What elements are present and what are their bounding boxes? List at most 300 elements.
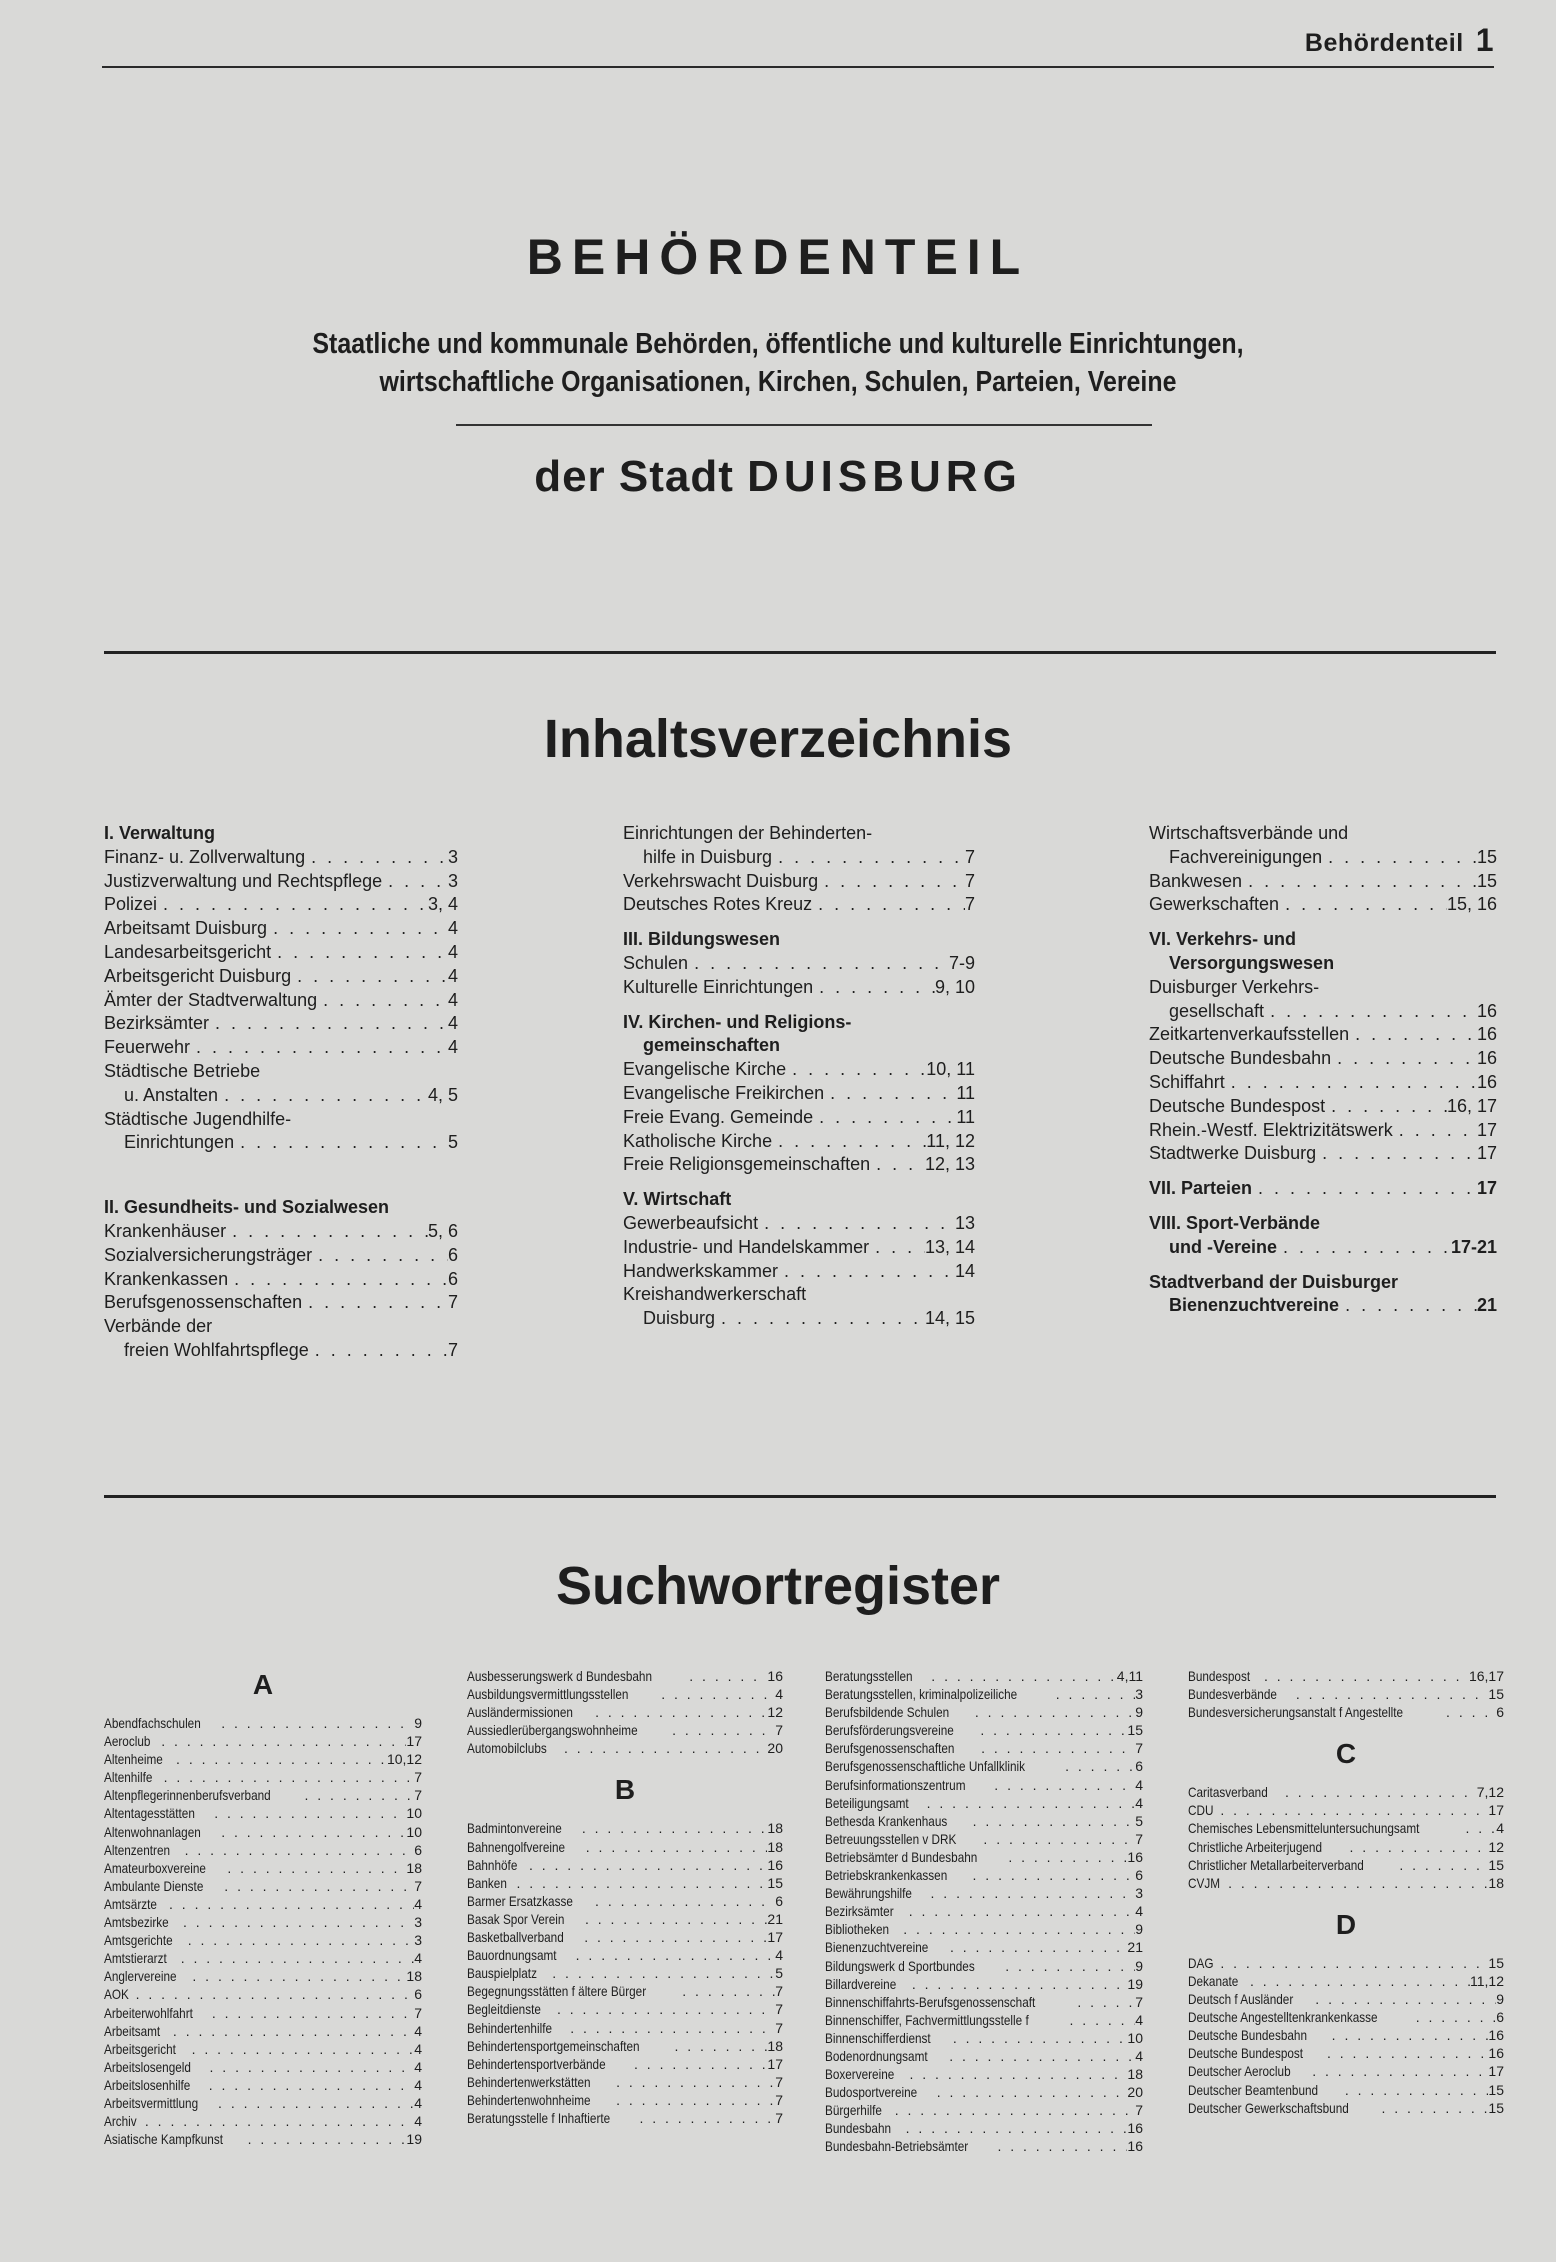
entry-page: 11: [956, 1082, 975, 1103]
toc-entry: [104, 941, 458, 965]
entry-label: Billardvereine: [825, 1975, 897, 1992]
entry-page: 18: [767, 1820, 783, 1837]
register-letter: C: [1335, 1738, 1357, 1770]
entry-label: Deutsche Bundespost: [1188, 2045, 1304, 2062]
entry-page: 7: [775, 2091, 783, 2108]
entry-page: 15: [1488, 1856, 1504, 1873]
city-name: DUISBURG: [747, 452, 1022, 501]
entry-page: 11, 12: [926, 1130, 975, 1151]
register-entry: [467, 1685, 783, 1703]
dot-leader: [171, 1841, 415, 1859]
entry-label: Berufsgenossenschaften: [825, 1740, 955, 1757]
entry-page: 19: [1127, 1975, 1143, 1992]
register-entry: [825, 2047, 1143, 2065]
entry-page: 17-21: [1450, 1236, 1497, 1257]
register-entry: [104, 2076, 422, 2094]
toc-title: Inhaltsverzeichnis: [543, 709, 1013, 769]
dot-leader: [813, 976, 935, 1000]
entry-page: 5: [447, 1132, 458, 1153]
entry-page: 3: [447, 846, 458, 867]
entry-label: Binnenschifferdienst: [825, 2029, 931, 2046]
dot-leader: [226, 1220, 428, 1244]
dot-leader: [169, 1913, 414, 1931]
entry-label: Ausbildungsvermittlungsstellen: [467, 1686, 629, 1703]
dot-leader: [786, 1058, 926, 1082]
toc-entry: [623, 846, 975, 870]
dot-leader: [758, 1212, 955, 1236]
register-entry: [1188, 1801, 1504, 1819]
entry-page: 7: [1135, 1993, 1143, 2010]
toc-entry: [1149, 1095, 1497, 1119]
entry-line: Städtische Jugendhilfe-: [104, 1108, 292, 1129]
entry-page: 7: [775, 2001, 783, 2018]
dot-leader: [174, 1931, 415, 1949]
entry-label: Deutsch f Ausländer: [1188, 1991, 1294, 2008]
register-entry: [104, 1877, 422, 1895]
entry-page: 6: [1135, 1867, 1143, 1884]
dot-leader: [813, 1106, 956, 1130]
register-entry: [1188, 1838, 1504, 1856]
entry-page: 4: [414, 2058, 422, 2075]
dot-leader: [1056, 2011, 1136, 2029]
dot-leader: [994, 1848, 1127, 1866]
entry-label: Stadtwerke Duisburg: [1149, 1143, 1317, 1164]
dot-leader: [502, 1874, 767, 1892]
dot-leader: [660, 2037, 767, 2055]
register-entry: [825, 2083, 1143, 2101]
register-entry: [104, 1931, 422, 1949]
entry-label: Duisburg: [643, 1308, 716, 1329]
entry-page: 10, 11: [926, 1059, 975, 1080]
entry-page: 7: [447, 1339, 458, 1360]
dot-leader: [991, 1957, 1135, 1975]
entry-label: Barmer Ersatzkasse: [467, 1892, 573, 1909]
entry-page: 4: [1135, 2047, 1143, 2064]
entry-page: 21: [767, 1910, 783, 1927]
toc-entry: [104, 1339, 458, 1363]
toc-entry: [623, 1082, 975, 1106]
dot-leader: [305, 846, 448, 870]
entry-page: 4: [414, 2113, 422, 2130]
entry-page: 18: [767, 1838, 783, 1855]
entry-page: 15: [767, 1874, 783, 1891]
entry-page: 17: [406, 1733, 422, 1750]
entry-page: 15, 16: [1446, 894, 1497, 915]
entry-page: 5: [775, 1965, 783, 1982]
entry-page: 7: [414, 2004, 422, 2021]
entry-page: 4: [1135, 1903, 1143, 1920]
dot-leader: [538, 1964, 775, 1982]
entry-page: 16: [767, 1668, 783, 1684]
entry-label: Arbeitsamt: [104, 2022, 161, 2039]
register-entry: [825, 1776, 1143, 1794]
register-entry: [467, 1739, 783, 1757]
register-entry: [467, 1703, 783, 1721]
dot-leader: [1264, 1000, 1477, 1024]
entry-page: 9: [1496, 1991, 1504, 2008]
register-entry: [467, 2091, 783, 2109]
entry-label: Bürgerhilfe: [825, 2102, 882, 2119]
dot-leader: [675, 1667, 767, 1685]
entry-label: hilfe in Duisburg: [643, 846, 773, 867]
page-subtitle: [109, 325, 1447, 401]
register-entry: [825, 1920, 1143, 1938]
entry-page: 3: [1135, 1686, 1143, 1703]
dot-leader: [515, 1856, 767, 1874]
entry-label: Arbeiterwohlfahrt: [104, 2004, 193, 2021]
entry-label: Behindertenwerkstätten: [467, 2073, 591, 2090]
entry-label: Beratungsstelle f Inhaftierte: [467, 2109, 611, 2126]
dot-leader: [969, 1830, 1135, 1848]
entry-label: Beratungsstellen: [825, 1668, 913, 1684]
toc-entry: [1149, 893, 1497, 917]
entry-page: 3, 4: [427, 894, 458, 915]
entry-label: Verkehrswacht Duisburg: [623, 870, 819, 891]
entry-page: 4: [447, 1037, 458, 1058]
dot-leader: [620, 2055, 767, 2073]
entry-label: Ambulante Dienste: [104, 1877, 204, 1894]
register-entry: [104, 1895, 422, 1913]
dot-leader: [668, 1982, 775, 2000]
dot-leader: [550, 1739, 767, 1757]
dot-leader: [1331, 1047, 1477, 1071]
entry-label: Schiffahrt: [1149, 1071, 1225, 1092]
section-heading: Stadtverband der Duisburger: [1149, 1271, 1399, 1292]
dot-leader: [959, 1866, 1136, 1884]
toc-entry: [623, 1236, 975, 1260]
entry-page: 21: [1127, 1939, 1143, 1956]
register-entry: [1188, 1972, 1504, 1990]
entry-label: AOK: [104, 1986, 129, 2003]
toc-entry: [623, 1307, 975, 1331]
dot-leader: [778, 1260, 955, 1284]
toc-entry: [623, 1212, 975, 1236]
dot-leader: [889, 1920, 1135, 1938]
entry-page: 16: [1476, 1024, 1497, 1045]
entry-label: Bezirksämter: [104, 1013, 210, 1034]
dot-leader: [207, 1714, 414, 1732]
entry-label: Bahnhöfe: [467, 1856, 518, 1873]
dot-leader: [1277, 1236, 1451, 1260]
page-number: 1: [1475, 22, 1494, 58]
entry-page: 7: [775, 2073, 783, 2090]
register-entry: [1188, 1856, 1504, 1874]
entry-page: 16: [1476, 1048, 1497, 1069]
entry-page: 17: [1488, 2063, 1504, 2080]
entry-label: Aeroclub: [104, 1733, 151, 1750]
entry-label: Arbeitslosenhilfe: [104, 2076, 191, 2093]
toc-entry: [104, 1084, 458, 1108]
register-letter: D: [1335, 1908, 1357, 1940]
entry-page: 7: [1135, 1740, 1143, 1757]
dot-leader: [571, 1910, 767, 1928]
register-entry: [104, 1841, 422, 1859]
entry-label: Berufsförderungsvereine: [825, 1722, 954, 1739]
entry-page: 18: [406, 1859, 422, 1876]
register-entry: [104, 2112, 422, 2130]
entry-label: Amateurboxvereine: [104, 1859, 206, 1876]
register-entry: [825, 2101, 1143, 2119]
entry-page: 4: [1135, 1776, 1143, 1793]
register-entry: [467, 1819, 783, 1837]
entry-label: Banken: [467, 1874, 507, 1891]
register-entry: [104, 2022, 422, 2040]
dot-leader: [190, 1036, 448, 1060]
entry-label: Berufsbildende Schulen: [825, 1704, 950, 1721]
register-column-2: [467, 1667, 783, 2127]
section-heading: III. Bildungswesen: [623, 929, 781, 950]
entry-page: 4: [414, 2094, 422, 2111]
dot-leader: [625, 2109, 775, 2127]
dot-leader: [1402, 2008, 1497, 2026]
entry-label: Schulen: [623, 952, 689, 973]
dot-leader: [1282, 1685, 1489, 1703]
entry-page: 7: [447, 1292, 458, 1313]
entry-page: 9: [414, 1715, 422, 1731]
entry-label: Caritasverband: [1188, 1784, 1268, 1801]
entry-label: Begleitdienste: [467, 2001, 541, 2018]
dot-leader: [228, 1268, 448, 1292]
dot-leader: [1313, 2044, 1488, 2062]
dot-leader: [1236, 1972, 1470, 1990]
entry-page: 15: [1488, 1686, 1504, 1703]
entry-label: Bienenzuchtvereine: [1169, 1295, 1340, 1316]
register-entry: [825, 1667, 1143, 1685]
register-entry: [1188, 2081, 1504, 2099]
entry-label: Arbeitsamt Duisburg: [104, 918, 268, 939]
entry-page: 6: [414, 1986, 422, 2003]
dot-leader: [1301, 1990, 1496, 2008]
toc-column-1: [104, 822, 458, 1363]
entry-label: Bezirksämter: [825, 1903, 894, 1920]
entry-label: Berufsgenossenschaften: [104, 1292, 303, 1313]
toc-entry: [104, 1220, 458, 1244]
dot-leader: [602, 2091, 775, 2109]
section-gap: [104, 1155, 458, 1185]
entry-page: 7: [775, 1983, 783, 2000]
dot-leader: [647, 1685, 775, 1703]
entry-label: Amtsärzte: [104, 1895, 157, 1912]
entry-page: 11: [956, 1106, 975, 1127]
entry-page: 15: [1488, 2081, 1504, 2098]
entry-label: Deutsche Bundesbahn: [1188, 2027, 1308, 2044]
register-entry: [825, 1938, 1143, 1956]
register-entry: [104, 1768, 422, 1786]
entry-line: Städtische Betriebe: [104, 1060, 261, 1081]
entry-label: Badmintonvereine: [467, 1820, 562, 1837]
entry-label: Altenheime: [104, 1751, 163, 1768]
dot-leader: [1206, 1954, 1488, 1972]
entry-page: 4: [447, 965, 458, 986]
entry-page: 9: [1135, 1921, 1143, 1938]
entry-label: Berufsinformationszentrum: [825, 1776, 966, 1793]
entry-label: Altenzentren: [104, 1841, 171, 1858]
dot-leader: [961, 1703, 1135, 1721]
register-entry: [104, 2004, 422, 2022]
toc-entry: [623, 1106, 975, 1130]
register-entry: [104, 1823, 422, 1841]
entry-page: 4: [447, 941, 458, 962]
entry-label: Deutscher Aeroclub: [1188, 2063, 1291, 2080]
entry-label: Bundesversicherungsanstalt f Angestellte: [1188, 1704, 1404, 1721]
entry-page: 15: [1488, 2099, 1504, 2116]
entry-label: Bankwesen: [1149, 870, 1243, 891]
entry-label: Christliche Arbeiterjugend: [1188, 1838, 1323, 1855]
entry-label: Dekanate: [1188, 1972, 1239, 1989]
entry-page: 7: [964, 894, 975, 915]
entry-page: 7: [775, 2109, 783, 2126]
entry-label: Evangelische Freikirchen: [623, 1082, 825, 1103]
register-entry: [467, 1982, 783, 2000]
entry-label: Krankenkassen: [104, 1268, 229, 1289]
register-entry: [825, 1721, 1143, 1739]
entry-label: Katholische Kirche: [623, 1130, 773, 1151]
entry-label: Bahnengolfvereine: [467, 1838, 566, 1855]
register-entry: [104, 2130, 422, 2148]
entry-label: Ämter der Stadtverwaltung: [104, 989, 318, 1010]
dot-leader: [1250, 1667, 1469, 1685]
dot-leader: [1279, 893, 1447, 917]
entry-page: 4: [447, 1013, 458, 1034]
entry-page: 4: [1135, 2011, 1143, 2028]
dot-leader: [1214, 1874, 1488, 1892]
entry-label: CVJM: [1188, 1874, 1221, 1891]
entry-page: 21: [1476, 1295, 1497, 1316]
entry-page: 4: [447, 989, 458, 1010]
entry-label: Bethesda Krankenhaus: [825, 1812, 948, 1829]
toc-entry: [104, 870, 458, 894]
dot-leader: [1339, 1294, 1477, 1318]
toc-entry: [623, 1130, 975, 1154]
entry-page: 4: [1135, 1794, 1143, 1811]
dot-leader: [556, 2019, 775, 2037]
entry-page: 18: [1488, 1874, 1504, 1891]
toc-entry: [623, 1058, 975, 1082]
entry-page: 10: [406, 1805, 422, 1822]
entry-page: 16, 17: [1446, 1095, 1497, 1116]
dot-leader: [1316, 1142, 1477, 1166]
dot-leader: [1325, 1095, 1447, 1119]
toc-entry: [104, 1268, 458, 1292]
dot-leader: [207, 1823, 406, 1841]
entry-label: Sozialversicherungsträger: [104, 1244, 313, 1265]
entry-page: 7: [1135, 1830, 1143, 1847]
entry-page: 9: [1135, 1957, 1143, 1974]
entry-label: Arbeitsvermittlung: [104, 2094, 199, 2111]
entry-label: Industrie- und Handelskammer: [623, 1236, 870, 1257]
dot-leader: [382, 870, 448, 894]
dot-leader: [155, 1895, 414, 1913]
entry-label: Amtstierarzt: [104, 1950, 167, 1967]
entry-label: Bundesverbände: [1188, 1686, 1277, 1703]
entry-page: 20: [1127, 2084, 1143, 2101]
register-entry: [467, 1874, 783, 1892]
entry-page: 15: [1476, 846, 1497, 867]
entry-label: Bauspielplatz: [467, 1965, 537, 1982]
dot-leader: [1271, 1783, 1477, 1801]
toc-entry: [104, 846, 458, 870]
entry-page: 17: [1488, 1802, 1504, 1819]
register-entry: [1188, 1874, 1504, 1892]
toc-rule: [104, 651, 1496, 654]
entry-page: 5, 6: [427, 1220, 458, 1241]
entry-label: Justizverwaltung und Rechtspflege: [104, 870, 383, 891]
dot-leader: [204, 2094, 414, 2112]
entry-page: 16: [1476, 1000, 1497, 1021]
dot-leader: [983, 2137, 1127, 2155]
register-entry: [825, 2029, 1143, 2047]
section-heading: V. Wirtschaft: [623, 1189, 732, 1210]
toc-entry: [104, 893, 458, 917]
register-entry: [104, 1913, 422, 1931]
toc-entry: [1149, 1236, 1497, 1260]
register-entry: [1188, 2062, 1504, 2080]
register-letter: B: [614, 1774, 636, 1806]
register-entry: [467, 2019, 783, 2037]
entry-page: 17: [1476, 1119, 1497, 1140]
entry-label: Freie Evang. Gemeinde: [623, 1106, 814, 1127]
entry-label: Christlicher Metallarbeiterverband: [1188, 1856, 1364, 1873]
register-entry: [825, 2119, 1143, 2137]
entry-page: 4: [414, 1895, 422, 1912]
entry-page: 15: [1488, 1954, 1504, 1971]
dot-leader: [218, 1084, 428, 1108]
entry-label: Polizei: [104, 894, 158, 915]
register-entry: [104, 1949, 422, 1967]
dot-leader: [131, 2112, 414, 2130]
dot-leader: [1349, 1023, 1477, 1047]
entry-page: 9, 10: [934, 976, 975, 997]
entry-label: Rhein.-Westf. Elektrizitätswerk: [1149, 1119, 1393, 1140]
register-entry: [104, 1714, 422, 1732]
entry-page: 7: [414, 1787, 422, 1804]
section-heading: VI. Verkehrs- und: [1149, 929, 1297, 950]
entry-page: 7: [775, 2019, 783, 2036]
dot-leader: [195, 2076, 414, 2094]
toc-entry: [623, 893, 975, 917]
toc-entry: [104, 989, 458, 1013]
entry-page: 7: [1135, 2102, 1143, 2119]
dot-leader: [312, 1244, 448, 1268]
entry-label: Bewährungshilfe: [825, 1885, 912, 1902]
toc-entry: [104, 1244, 458, 1268]
entry-label: Bildungswerk d Sportbundes: [825, 1957, 975, 1974]
entry-page: 18: [406, 1968, 422, 1985]
section-heading: Versorgungswesen: [1169, 952, 1335, 973]
dot-leader: [658, 1721, 775, 1739]
dot-leader: [562, 1946, 776, 1964]
entry-label: gesellschaft: [1169, 1000, 1265, 1021]
entry-page: 6: [1496, 1704, 1504, 1721]
entry-page: 14: [954, 1260, 975, 1281]
entry-page: 16,17: [1468, 1668, 1504, 1684]
register-entry: [825, 1957, 1143, 1975]
dot-leader: [602, 2073, 775, 2091]
dot-leader: [869, 1236, 925, 1260]
entry-label: Evangelische Kirche: [623, 1059, 787, 1080]
register-entry: [467, 1721, 783, 1739]
entry-page: 20: [767, 1740, 783, 1757]
dot-leader: [1298, 2062, 1488, 2080]
dot-leader: [688, 952, 949, 976]
entry-label: Altenpflegerinnenberufsverband: [104, 1787, 271, 1804]
entry-label: Budosportvereine: [825, 2084, 918, 2101]
entry-page: 16: [1488, 2045, 1504, 2062]
entry-page: 16: [767, 1856, 783, 1873]
entry-label: Bibliotheken: [825, 1921, 890, 1938]
entry-label: Einrichtungen: [124, 1132, 235, 1153]
entry-label: Beteiligungsamt: [825, 1794, 909, 1811]
